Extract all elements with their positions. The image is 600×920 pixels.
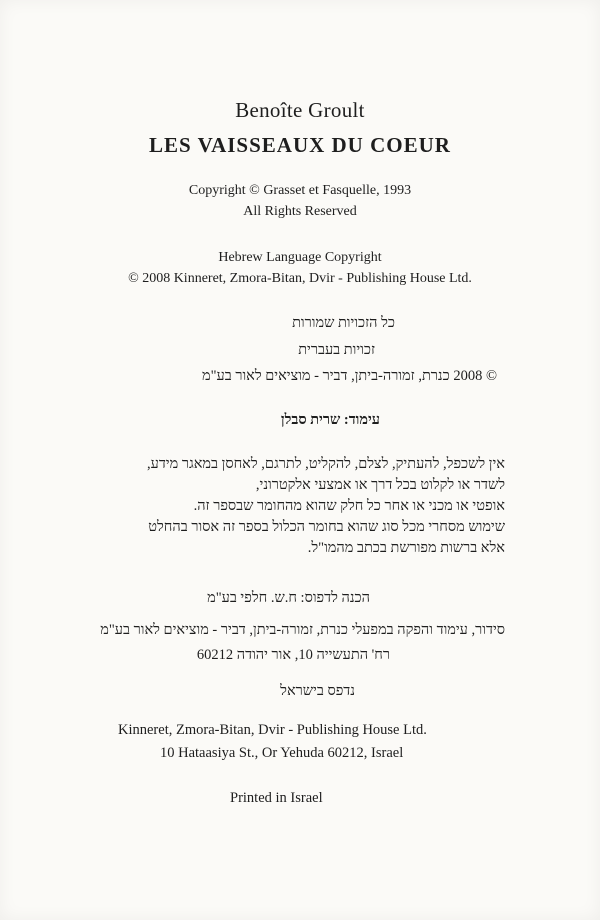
hebrew-address: רח' התעשייה 10, אור יהודה 60212 [196, 647, 390, 663]
all-rights-hebrew: כל הזכויות שמורות [292, 315, 395, 331]
book-title: LES VAISSEAUX DU COEUR [149, 133, 451, 157]
editing-credit: עימוד: שרית סבלן [280, 412, 380, 428]
prepress-credit: הכנה לדפוס: ח.ש. חלפי בע"מ [207, 590, 370, 606]
printed-in-israel-hebrew: נדפס בישראל [280, 683, 355, 699]
legal-notice-line: שימוש מסחרי מכל סוג שהוא בחומר הכלול בספר זה אסור בהחלט [148, 519, 505, 535]
hebrew-copyright-heading: Hebrew Language Copyright [218, 250, 382, 265]
legal-notice [85, 454, 505, 559]
publisher-street: 10 Hataasiya St., Or Yehuda 60212, Israel [160, 745, 404, 761]
rights-reserved: All Rights Reserved [243, 204, 357, 219]
hebrew-publisher-copyright: © 2008 כנרת, זמורה-ביתן, דביר - מוציאים לאור בע"מ [201, 368, 497, 384]
publisher-name: Kinneret, Zmora-Bitan, Dvir - Publishing House Ltd. [118, 722, 427, 738]
hebrew-rights: זכויות בעברית [298, 342, 375, 358]
legal-notice-line: אין לשכפל, להעתיק, לצלם, להקליט, לתרגם, לאחסן במאגר מידע, [147, 456, 505, 472]
author-name: Benoîte Groult [235, 98, 365, 122]
printed-in-israel: Printed in Israel [230, 790, 323, 806]
original-copyright: Copyright © Grasset et Fasquelle, 1993 [188, 183, 412, 198]
legal-notice-line: אופטי או מכני או אחר כל חלק שהוא מהחומר שבספר זה. [193, 498, 505, 514]
legal-notice-line: אלא ברשות מפורשת בכתב מהמו"ל. [307, 540, 505, 556]
hebrew-copyright-line: © 2008 Kinneret, Zmora-Bitan, Dvir - Publishing House Ltd. [128, 271, 472, 286]
legal-notice-line: לשדר או לקלוט בכל דרך או אמצעי אלקטרוני, [255, 477, 505, 493]
typesetting-credit: סידור, עימוד והפקה במפעלי כנרת, זמורה-ביתן, דביר - מוציאים לאור בע"מ [100, 622, 505, 638]
